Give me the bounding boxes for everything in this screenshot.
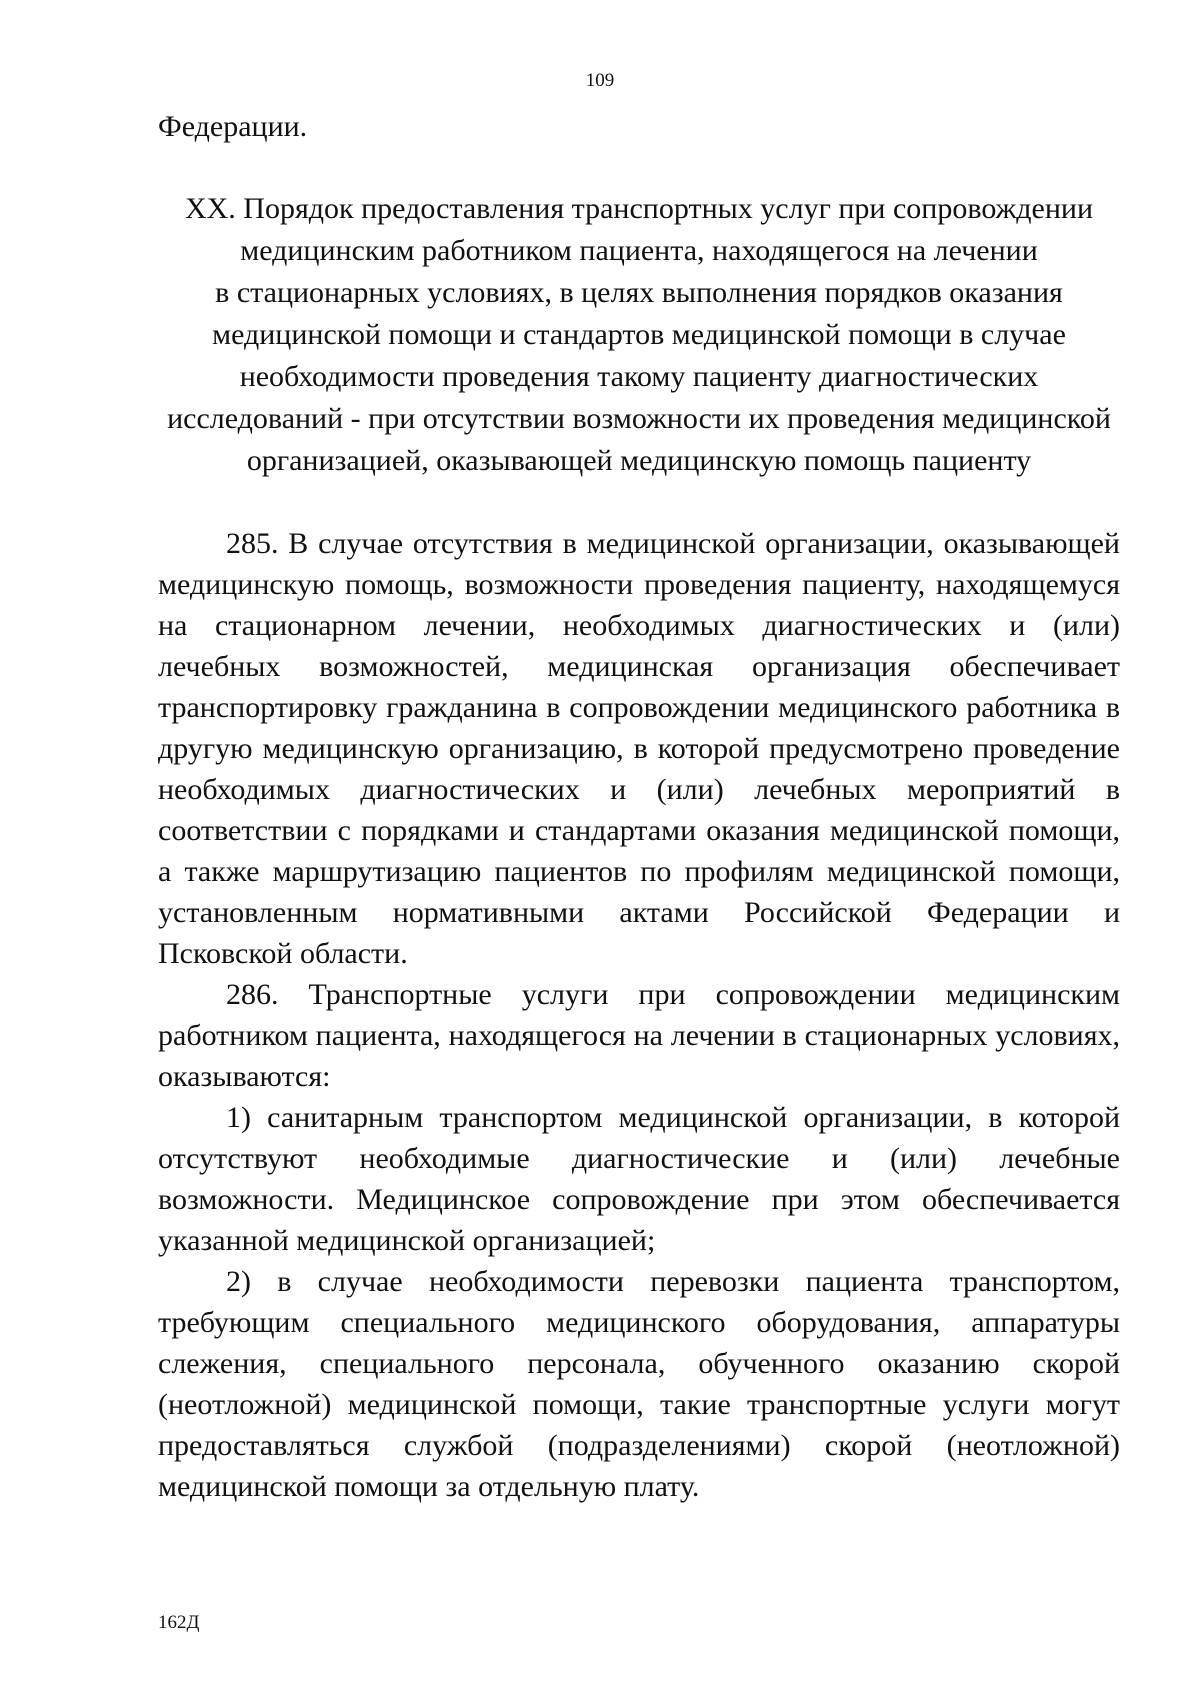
page-number: 109 [585,70,615,91]
section-title-line: исследований - при отсутствии возможности их проведения медицинской [167,402,1111,435]
list-item-1: 1) санитарным транспортом медицинской организации, в которой отсутствуют необходимые диагностические и (или) лечебные возможности. Медицинское сопровождение при этом обеспечивается указанной медицинской организацией; [158,1101,1120,1257]
section-title-line: необходимости проведения такому пациенту диагностических [239,360,1039,393]
section-title-line: организацией, оказывающей медицинскую помощь пациенту [246,444,1032,477]
section-title-line: в стационарных условиях, в целях выполнения порядков оказания [215,276,1063,309]
section-title-line: XX. Порядок предоставления транспортных услуг при сопровождении [184,192,1094,225]
section-title [158,188,1120,482]
section-title-line: медицинской помощи и стандартов медицинской помощи в случае [212,318,1066,351]
lead-text: Федерации. [158,110,308,143]
document-code: 162Д [158,1612,200,1633]
page-body [158,106,1120,1507]
section-title-line: медицинским работником пациента, находящегося на лечении [240,234,1038,267]
paragraph-286: 286. Транспортные услуги при сопровождении медицинским работником пациента, находящегося на лечении в стационарных условиях, оказываются: [158,978,1120,1093]
list-item-2: 2) в случае необходимости перевозки пациента транспортом, требующим специального медицинского оборудования, аппаратуры слежения, специального персонала, обученного оказанию скорой (неотложной) медицинской помощи, такие транспортные услуги могут предоставляться службой (подразделениями) скорой (неотложной) медицинской помощи за отдельную плату. [158,1265,1120,1503]
paragraph-285: 285. В случае отсутствия в медицинской организации, оказывающей медицинскую помощь, возможности проведения пациенту, находящемуся на стационарном лечении, необходимых диагностических и (или) лечебных возможностей, медицинская организация обеспечивает транспортировку гражданина в сопровождении медицинского работника в другую медицинскую организацию, в которой предусмотрено проведение необходимых диагностических и (или) лечебных мероприятий в соответствии с порядками и стандартами оказания медицинской помощи, а также маршрутизацию пациентов по профилям медицинской помощи, установленным нормативными актами Российской Федерации и Псковской области. [158,527,1120,970]
